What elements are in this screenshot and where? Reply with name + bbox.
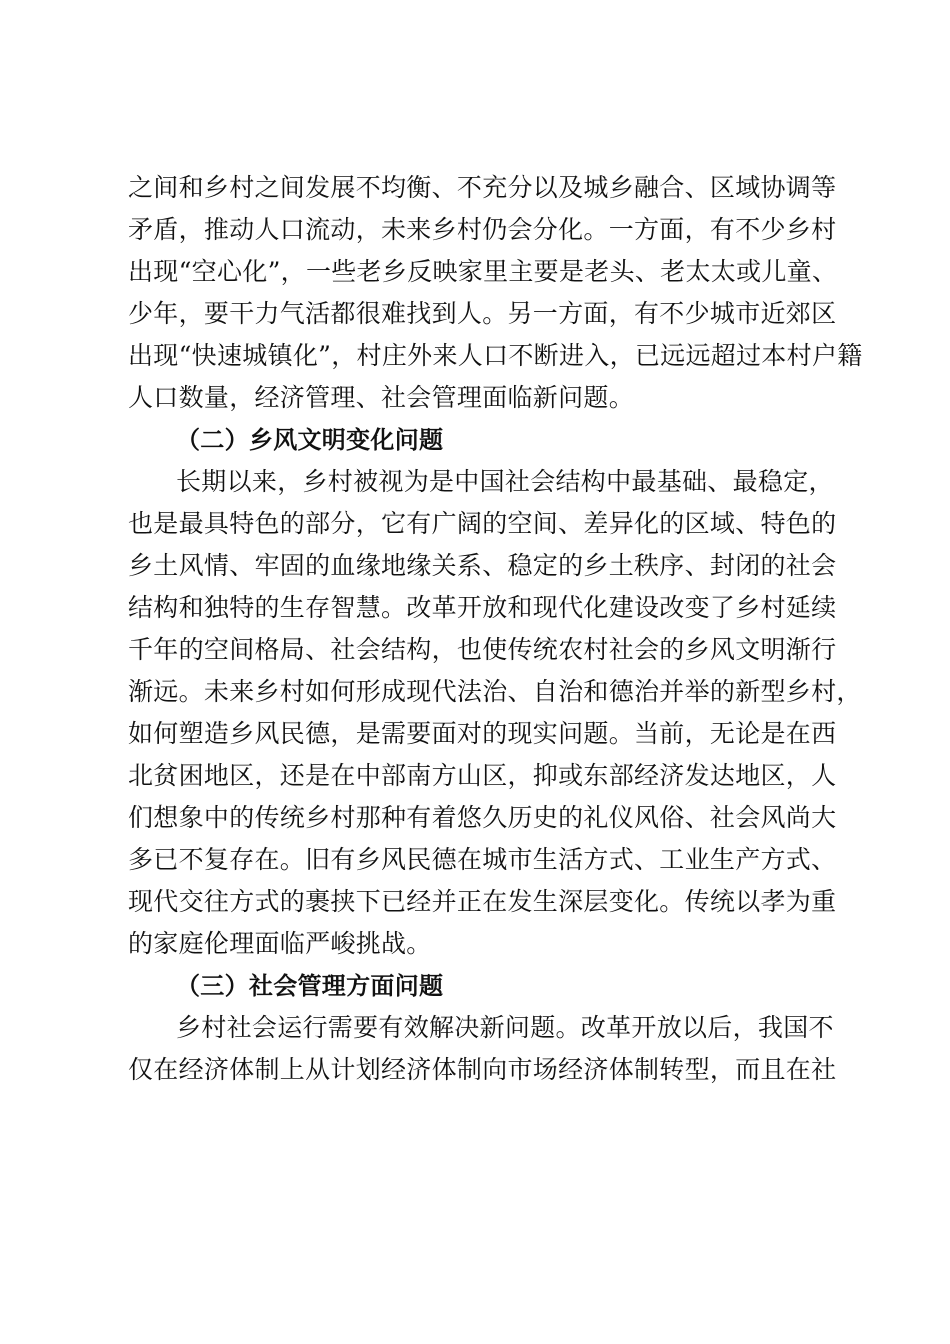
paragraph-line: 少年，要干力气活都很难找到人。另一方面，有不少城市近郊区 [128, 299, 837, 328]
paragraph-line: 渐远。未来乡村如何形成现代法治、自治和德治并举的新型乡村， [128, 677, 862, 706]
paragraph-line: 矛盾，推动人口流动，未来乡村仍会分化。一方面，有不少乡村 [128, 215, 837, 244]
paragraph-line: 北贫困地区，还是在中部南方山区，抑或东部经济发达地区，人 [128, 761, 837, 790]
paragraph-line: 长期以来，乡村被视为是中国社会结构中最基础、最稳定， [176, 467, 834, 496]
paragraph-line: 出现“快速城镇化”，村庄外来人口不断进入，已远远超过本村户籍 [128, 341, 863, 370]
paragraph-line: 结构和独特的生存智慧。改革开放和现代化建设改变了乡村延续 [128, 593, 837, 622]
paragraph-line: 之间和乡村之间发展不均衡、不充分以及城乡融合、区域协调等 [128, 173, 837, 202]
paragraph-line: 乡村社会运行需要有效解决新问题。改革开放以后，我国不 [176, 1013, 834, 1042]
paragraph-line: 如何塑造乡风民德，是需要面对的现实问题。当前，无论是在西 [128, 719, 837, 748]
paragraph-line: 也是最具特色的部分，它有广阔的空间、差异化的区域、特色的 [128, 509, 837, 538]
paragraph-line: 人口数量，经济管理、社会管理面临新问题。 [128, 383, 635, 412]
paragraph-line: 多已不复存在。旧有乡风民德在城市生活方式、工业生产方式、 [128, 845, 837, 874]
section-heading: （三）社会管理方面问题 [176, 972, 444, 1000]
paragraph-line: 们想象中的传统乡村那种有着悠久历史的礼仪风俗、社会风尚大 [128, 803, 837, 832]
paragraph-line: 的家庭伦理面临严峻挑战。 [128, 929, 432, 958]
paragraph-line: 千年的空间格局、社会结构，也使传统农村社会的乡风文明渐行 [128, 635, 837, 664]
paragraph-line: 乡土风情、牢固的血缘地缘关系、稳定的乡土秩序、封闭的社会 [128, 551, 837, 580]
paragraph-line: 现代交往方式的裹挟下已经并正在发生深层变化。传统以孝为重 [128, 887, 837, 916]
paragraph-line: 仅在经济体制上从计划经济体制向市场经济体制转型，而且在社 [128, 1055, 837, 1084]
paragraph-line: 出现“空心化”，一些老乡反映家里主要是老头、老太太或儿童、 [128, 257, 838, 286]
section-heading: （二）乡风文明变化问题 [176, 426, 444, 454]
